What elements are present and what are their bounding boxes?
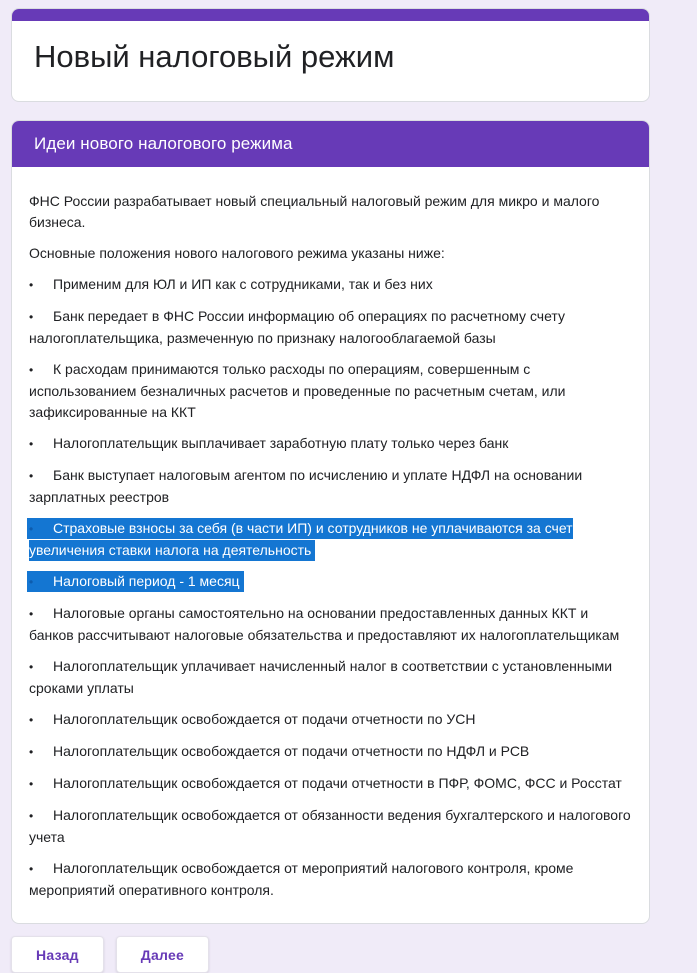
bullet-marker-icon: • [29, 522, 34, 536]
bullet-item [29, 306, 635, 349]
bullet-content [29, 361, 565, 420]
bullet-item [29, 656, 635, 699]
bullet-content [29, 605, 619, 643]
bullet-text: К расходам принимаются только расходы по операциям, совершенным с использованием безналичных расчетов и проведенные по расчетным счетам, или зафиксированные на ККТ [29, 361, 566, 420]
bullet-text: Банк передает в ФНС России информацию об операциях по расчетному счету налогоплательщика, размеченную по признаку налогооблагаемой базы [29, 308, 565, 346]
back-button[interactable]: Назад [11, 936, 104, 973]
bullet-text: Налогоплательщик освобождается от подачи отчетности в ПФР, ФОМС, ФСС и Росстат [53, 775, 622, 791]
navigation-row [11, 936, 650, 973]
theme-color-strip [12, 9, 649, 21]
bullet-item [29, 858, 635, 901]
bullet-item [29, 805, 635, 848]
bullet-marker-icon: • [29, 809, 34, 823]
bullet-content [29, 807, 631, 845]
bullet-text: Страховые взносы за себя (в части ИП) и сотрудников не уплачиваются за счет увеличения ставки налога на деятельность [29, 520, 573, 558]
bullet-marker-icon: • [29, 713, 34, 727]
bullet-marker-icon: • [29, 469, 34, 483]
bullet-marker-icon: • [29, 575, 34, 589]
bullet-text: Банк выступает налоговым агентом по исчислению и уплате НДФЛ на основании зарплатных реестров [29, 467, 583, 505]
bullet-content [29, 308, 565, 346]
bullet-item [29, 741, 635, 763]
bullet-content [29, 467, 582, 505]
bullet-content [29, 743, 529, 759]
bullet-item [29, 773, 635, 795]
section-header-label: Идеи нового налогового режима [34, 134, 293, 153]
bullet-marker-icon: • [29, 862, 34, 876]
bullet-marker-icon: • [29, 278, 34, 292]
bullet-item [29, 603, 635, 646]
bullet-item [29, 571, 635, 593]
bullet-content [29, 658, 612, 696]
bullet-content [29, 711, 476, 727]
bullet-marker-icon: • [29, 363, 34, 377]
bullet-marker-icon: • [29, 437, 34, 451]
bullet-item [29, 709, 635, 731]
bullet-text: Налогоплательщик освобождается от подачи отчетности по НДФЛ и РСВ [53, 743, 530, 759]
next-button[interactable]: Далее [116, 936, 209, 973]
section-body [12, 167, 649, 923]
bullet-content [29, 435, 508, 451]
bullet-text: Налогоплательщик уплачивает начисленный налог в соответствии с установленными сроками уплаты [29, 658, 613, 696]
bullet-marker-icon: • [29, 660, 34, 674]
form-container [11, 8, 650, 973]
bullet-marker-icon: • [29, 310, 34, 324]
bullet-content [29, 276, 433, 292]
bullet-text: Налогоплательщик освобождается от подачи отчетности по УСН [53, 711, 476, 727]
form-title: Новый налоговый режим [34, 39, 395, 74]
bullet-text: Налоговые органы самостоятельно на основании предоставленных данных ККТ и банков рассчитывают налоговые обязательства и предоставляют их налогоплательщикам [29, 605, 620, 643]
bullet-content [29, 860, 573, 898]
selection-highlight [27, 571, 244, 592]
bullet-item [29, 518, 635, 561]
bullet-text: Налогоплательщик выплачивает заработную плату только через банк [53, 435, 509, 451]
bullet-text: Налогоплательщик освобождается от мероприятий налогового контроля, кроме мероприятий оперативного контроля. [29, 860, 574, 898]
bullet-content [29, 775, 622, 791]
selection-highlight [27, 518, 573, 561]
bullet-marker-icon: • [29, 777, 34, 791]
bullet-item [29, 274, 635, 296]
form-title-card [11, 8, 650, 102]
section-header [12, 121, 649, 167]
bullet-text: Налоговый период - 1 месяц [53, 573, 240, 589]
section-card [11, 120, 650, 924]
intro-paragraph: ФНС России разрабатывает новый специальный налоговый режим для микро и малого бизнеса. [29, 193, 600, 230]
bullet-text: Применим для ЮЛ и ИП как с сотрудниками, так и без них [53, 276, 433, 292]
bullet-marker-icon: • [29, 607, 34, 621]
intro-paragraph: Основные положения нового налогового режима указаны ниже: [29, 245, 445, 261]
bullet-item [29, 465, 635, 508]
bullet-marker-icon: • [29, 745, 34, 759]
bullet-item [29, 433, 635, 455]
bullet-text: Налогоплательщик освобождается от обязанности ведения бухгалтерского и налогового учета [29, 807, 631, 845]
bullet-item [29, 359, 635, 423]
